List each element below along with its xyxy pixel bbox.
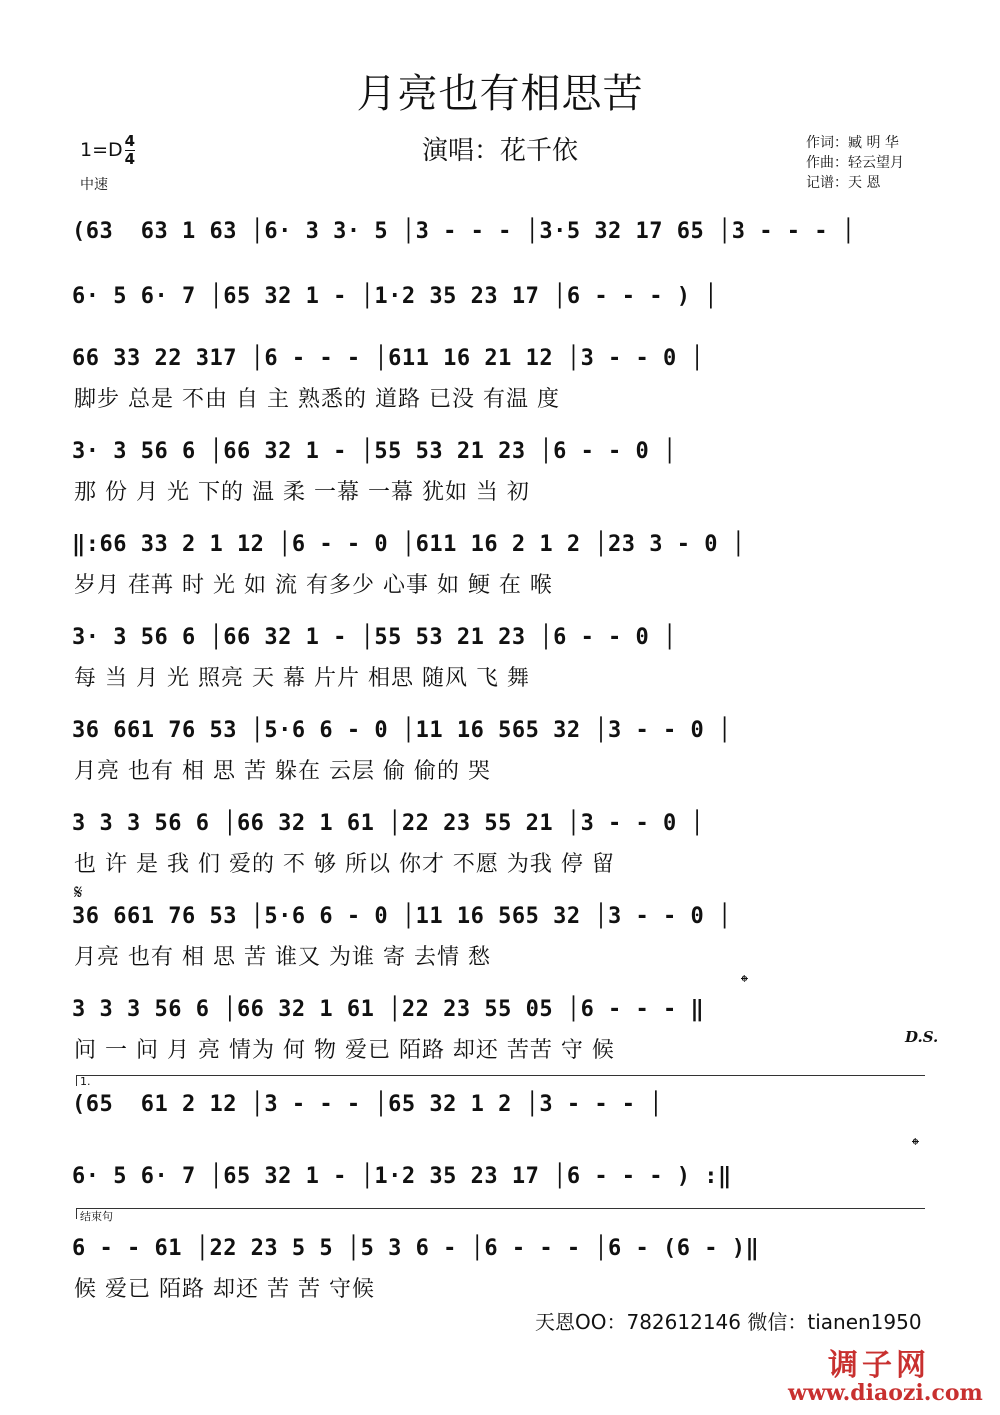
- score-row-7: [72, 714, 930, 748]
- lyric-line-5: 岁月 荏苒 时 光 如 流 有多少 心事 如 鲠 在 喉: [74, 573, 553, 598]
- volta-label: 1.: [80, 1075, 91, 1088]
- ending-label: 结束句: [80, 1210, 113, 1223]
- song-title: 月亮也有相思苦: [356, 71, 644, 117]
- singer-credit: 演唱：花千依: [421, 136, 578, 166]
- score-row-6: [72, 621, 930, 655]
- lyric-line-3: 脚步 总是 不由 自 主 熟悉的 道路 已没 有温 度: [74, 387, 560, 412]
- row-notes: (65 61 2 12 │3 - - - │65 32 1 2 │3 - - - │: [72, 1092, 664, 1117]
- first-ending-bracket: [76, 1075, 925, 1086]
- row-notes: 3 3 3 56 6 │66 32 1 61 │22 23 55 21 │3 - - 0 │: [72, 811, 705, 836]
- coda-sign: 𝄌: [741, 970, 748, 994]
- score-row-9: [72, 900, 930, 934]
- lyricist-credit: 作词：臧 明 华: [806, 135, 899, 151]
- row-notes: 66 33 22 317 │6 - - - │611 16 21 12 │3 - - 0 │: [72, 346, 705, 371]
- lyric-line-9: 月亮 也有 相 思 苦 谁又 为谁 寄 去情 愁: [74, 945, 491, 970]
- row-notes: 3· 3 56 6 │66 32 1 - │55 53 21 23 │6 - - 0 │: [72, 439, 677, 464]
- lyric-line-13: 候 爱已 陌路 却还 苦 苦 守候: [74, 1277, 375, 1302]
- score-row-11: [72, 1088, 930, 1122]
- score-row-5: [72, 528, 930, 562]
- dal-segno-mark: D.S.: [905, 1028, 939, 1046]
- time-bottom: 4: [124, 150, 136, 168]
- segno-sign: 𝄋: [74, 880, 83, 904]
- score-row-4: [72, 435, 930, 469]
- score-row-3: [72, 342, 930, 376]
- ending-bracket: [76, 1208, 925, 1223]
- time-top: 4: [124, 132, 136, 150]
- lyric-line-6: 每 当 月 光 照亮 天 幕 片片 相思 随风 飞 舞: [74, 666, 530, 691]
- row-notes: 36 661 76 53 │5·6 6 - 0 │11 16 565 32 │3 - - 0 │: [72, 904, 732, 929]
- score-row-10: [72, 993, 930, 1027]
- key-signature: [80, 133, 135, 168]
- score-row-12: [72, 1160, 930, 1194]
- row-notes: 6· 5 6· 7 │65 32 1 - │1·2 35 23 17 │6 - - - ) │: [72, 284, 719, 309]
- row-notes: (63 63 1 63 │6· 3 3· 5 │3 - - - │3·5 32 17 65 │3 - - - │: [72, 219, 856, 244]
- lyric-line-4: 那 份 月 光 下的 温 柔 一幕 一幕 犹如 当 初: [74, 480, 530, 505]
- watermark-url: www.diaozi.com: [788, 1380, 983, 1406]
- coda-sign-end: 𝄌: [912, 1133, 919, 1157]
- row-notes: 6· 5 6· 7 │65 32 1 - │1·2 35 23 17 │6 - - - ) :‖: [72, 1164, 732, 1189]
- watermark-logo: 调子网: [828, 1348, 930, 1383]
- row-notes: 6 - - 61 │22 23 5 5 │5 3 6 - │6 - - - │6 - (6 - )‖: [72, 1236, 760, 1261]
- contact-info: 天恩OO：782612146 微信：tianen1950: [535, 1310, 922, 1334]
- key-text: 1=D: [80, 139, 123, 161]
- transcriber-credit: 记谱：天 恩: [806, 175, 881, 191]
- row-notes: 36 661 76 53 │5·6 6 - 0 │11 16 565 32 │3 - - 0 │: [72, 718, 732, 743]
- composer-credit: 作曲：轻云望月: [806, 155, 904, 171]
- score-row-1: [72, 215, 930, 249]
- lyric-line-7: 月亮 也有 相 思 苦 躲在 云层 偷 偷的 哭: [74, 759, 491, 784]
- score-row-13: [72, 1232, 930, 1266]
- lyric-line-10: 问 一 问 月 亮 情为 何 物 爱已 陌路 却还 苦苦 守 候: [74, 1038, 615, 1063]
- score-row-8: [72, 807, 930, 841]
- time-signature: [125, 133, 135, 168]
- lyric-line-8: 也 许 是 我 们 爱的 不 够 所以 你才 不愿 为我 停 留: [74, 852, 615, 877]
- score-row-2: [72, 280, 930, 314]
- row-notes: 3 3 3 56 6 │66 32 1 61 │22 23 55 05 │6 - - - ‖: [72, 997, 705, 1022]
- row-notes: ‖:66 33 2 1 12 │6 - - 0 │611 16 2 1 2 │23 3 - 0 │: [72, 532, 746, 557]
- tempo-marking: 中速: [80, 177, 108, 193]
- row-notes: 3· 3 56 6 │66 32 1 - │55 53 21 23 │6 - - 0 │: [72, 625, 677, 650]
